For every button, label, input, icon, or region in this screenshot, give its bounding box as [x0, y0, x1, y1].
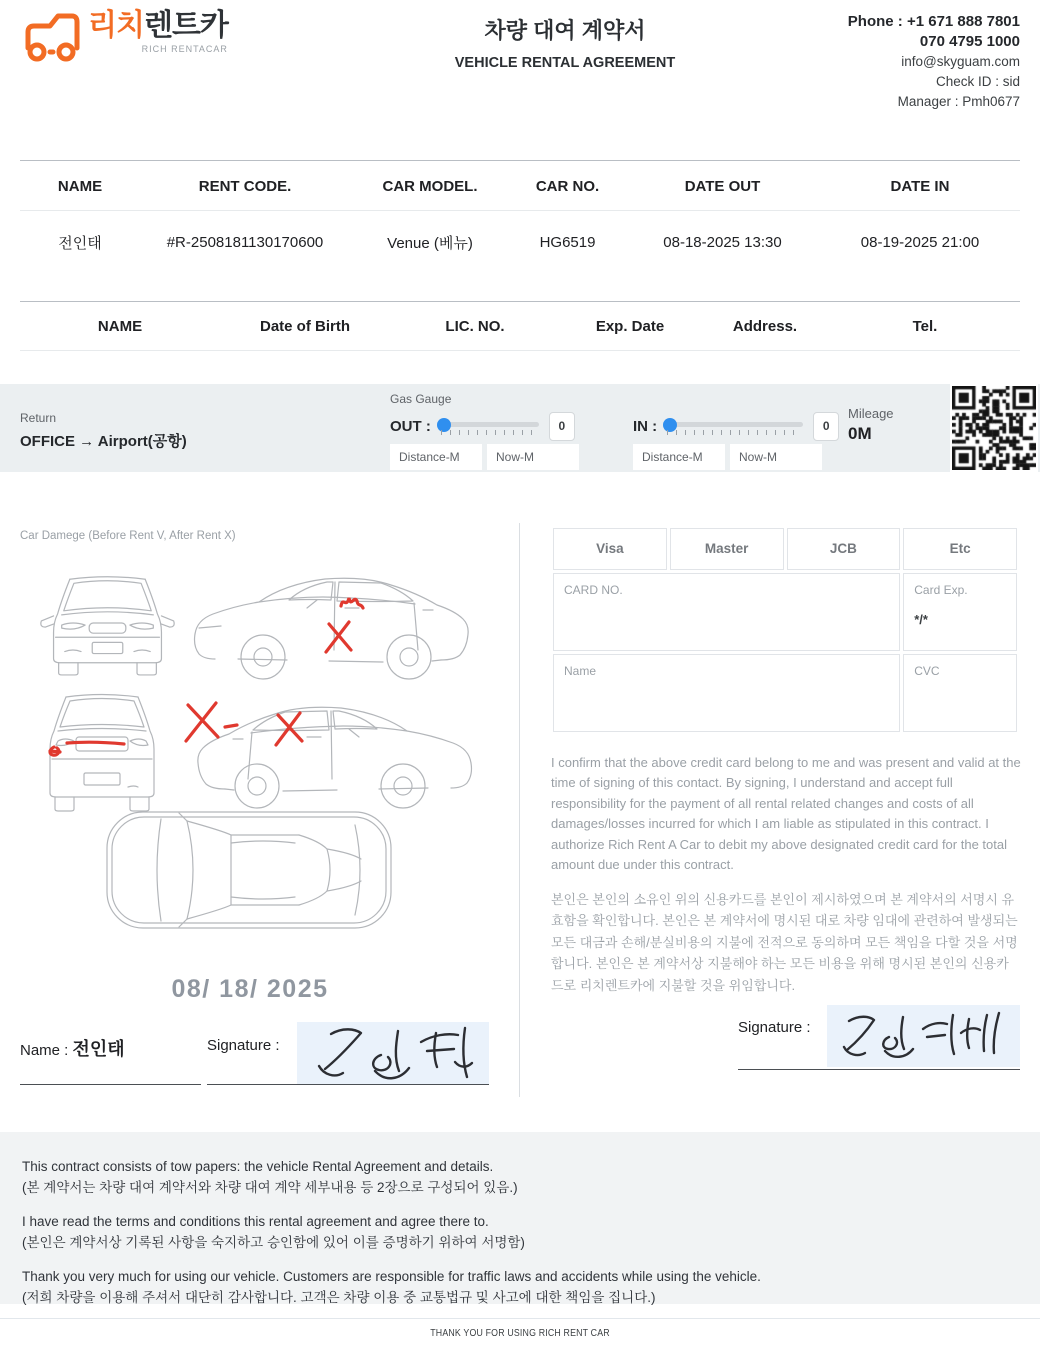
- col-header-tel: Tel.: [830, 302, 1020, 351]
- footer-line-ko: (본 계약서는 차량 대여 계약서와 차량 대여 계약 세부내용 등 2장으로 구성되어 있음.): [22, 1179, 518, 1195]
- slider-ticks: [441, 430, 537, 435]
- page-header: [0, 0, 1040, 160]
- main-content: [0, 517, 1040, 1107]
- car-diagram-side-left[interactable]: [178, 689, 483, 819]
- col-header-car-model: CAR MODEL.: [350, 161, 510, 211]
- footer-line-ko: (본인은 계약서상 기록된 사항을 숙지하고 승인함에 있어 이를 증명하기 위하여 서명함): [22, 1234, 525, 1250]
- renter-name-label: Name :: [20, 1041, 69, 1059]
- gas-out-slider[interactable]: [437, 417, 539, 435]
- renter-name-value: 전인태: [72, 1038, 125, 1059]
- thank-you-text: THANK YOU FOR USING RICH RENT CAR: [430, 1328, 610, 1339]
- card-exp-field[interactable]: Card Exp. */*: [903, 573, 1017, 651]
- gas-in-label: IN :: [633, 417, 658, 435]
- footer-line-ko: (저희 차량을 이용해 주셔서 대단히 감사합니다. 고객은 차량 이용 중 교통법규 및 사고에 대한 책임을 집니다.): [22, 1289, 656, 1305]
- car-diagram-rear[interactable]: [32, 685, 172, 819]
- brand-logo: [20, 10, 350, 160]
- signature-line: [207, 1084, 489, 1085]
- col-header-date-in: DATE IN: [820, 161, 1020, 211]
- slider-track: [663, 422, 803, 427]
- col-header-car-no: CAR NO.: [510, 161, 625, 211]
- thank-you-bar: [0, 1318, 1040, 1348]
- col-header-date-out: DATE OUT: [625, 161, 820, 211]
- col-header-rent-code: RENT CODE.: [140, 161, 350, 211]
- column-divider: [519, 523, 520, 1097]
- mileage-label: Mileage: [848, 405, 894, 421]
- date-in: 08-19-2025 21:00: [860, 234, 980, 251]
- check-id: Check ID : sid: [935, 74, 1020, 89]
- col-header-driver-name: NAME: [20, 302, 220, 351]
- contact-info: [780, 10, 1020, 160]
- signature-pad-right[interactable]: [827, 1005, 1020, 1067]
- card-type-jcb[interactable]: JCB: [787, 528, 901, 570]
- col-header-name: NAME: [20, 161, 140, 211]
- signature-pad-left[interactable]: [297, 1022, 489, 1084]
- terms-footer: [0, 1132, 1040, 1304]
- manager: Manager : Pmh0677: [897, 94, 1020, 109]
- car-diagram-front[interactable]: [30, 565, 185, 679]
- logo-car-icon: [20, 10, 82, 73]
- rental-info-table: [20, 160, 1020, 280]
- gauge-band: [0, 384, 1040, 472]
- slider-ticks: [667, 430, 801, 435]
- car-model: Venue (베뉴): [387, 235, 473, 252]
- driver-info-table: [20, 301, 1020, 367]
- phone-secondary: 070 4795 1000: [919, 33, 1020, 50]
- phone-primary: Phone : +1 671 888 7801: [847, 13, 1020, 30]
- document-title-english: VEHICLE RENTAL AGREEMENT: [454, 55, 676, 71]
- col-header-exp-date: Exp. Date: [560, 302, 700, 351]
- gas-in-value[interactable]: 0: [813, 412, 839, 441]
- email: info@skyguam.com: [901, 54, 1020, 69]
- gas-in-slider[interactable]: [663, 417, 803, 435]
- gas-gauge-label: Gas Gauge: [390, 391, 452, 406]
- damage-check-date: 08/ 18/ 2025: [171, 974, 329, 1003]
- card-exp-value: */*: [914, 611, 928, 627]
- slider-track: [437, 422, 539, 427]
- car-diagram-side-right[interactable]: [183, 562, 478, 686]
- car-no: HG6519: [539, 234, 596, 251]
- table-row: [20, 211, 1020, 281]
- card-type-master[interactable]: Master: [670, 528, 784, 570]
- footer-line-en: I have read the terms and conditions this rental agreement and agree there to.: [22, 1213, 489, 1229]
- car-diagram-top[interactable]: [103, 805, 395, 935]
- card-type-visa[interactable]: Visa: [553, 528, 667, 570]
- card-type-etc[interactable]: Etc: [903, 528, 1017, 570]
- return-label: Return: [20, 410, 57, 425]
- logo-subtitle: RICH RENTACAR: [141, 44, 228, 54]
- car-damage-title: Car Damege (Before Rent V, After Rent X): [20, 529, 236, 542]
- col-header-dob: Date of Birth: [220, 302, 390, 351]
- gas-out-label: OUT :: [390, 417, 431, 435]
- logo-text-orange: 리치: [88, 9, 144, 42]
- card-number-field[interactable]: CARD NO.: [553, 573, 900, 651]
- signature-line: [20, 1084, 201, 1085]
- footer-line-en: This contract consists of tow papers: the vehicle Rental Agreement and details.: [22, 1158, 494, 1174]
- col-header-lic-no: LIC. NO.: [390, 302, 560, 351]
- in-distance-input[interactable]: Distance-M: [633, 444, 725, 470]
- mileage-value: 0M: [848, 423, 872, 443]
- return-route: OFFICE → Airport(공항): [20, 432, 187, 450]
- renter-name: 전인태: [58, 235, 102, 252]
- signature-label-left: Signature :: [207, 1036, 280, 1054]
- date-out: 08-18-2025 13:30: [663, 234, 782, 251]
- gas-out-value[interactable]: 0: [549, 412, 575, 441]
- out-now-input[interactable]: Now-M: [487, 444, 579, 470]
- signature-label-right: Signature :: [738, 1018, 811, 1036]
- signature-line: [738, 1069, 1020, 1070]
- table-row-empty: [20, 351, 1020, 367]
- document-title-korean: 차량 대여 계약서: [484, 18, 646, 43]
- credit-card-table: [550, 525, 1020, 735]
- confirmation-text-korean: 본인은 본인의 소유인 위의 신용카드를 본인이 제시하였으며 본 계약서의 서명시 유효함을 확인합니다. 본인은 본 계약서에 명시된 대로 차량 임대에 관련하여 발생되는 모든 대금과 손해/분실비용의 지불에 전적으로 동의하며 모든 책임을 다할 것을 서명합니다. 본인은 본 계약서상 지불해야 하는 모든 비용을 위해 명시된 본인의 신용카드로 리치렌트카에 지불할 것을 위임합니다.: [551, 891, 1018, 993]
- out-distance-input[interactable]: Distance-M: [390, 444, 482, 470]
- qr-code: [950, 384, 1038, 472]
- footer-line-en: Thank you very much for using our vehicle. Customers are responsible for traffic laws and accidents while using the vehicle.: [22, 1268, 761, 1284]
- card-cvc-field[interactable]: CVC: [903, 654, 1017, 732]
- confirmation-text-english: I confirm that the above credit card belong to me and was present and valid at the time of signing of this contact. By signing, I understand and accept full responsibility for the payment of all rental related changes and costs of all damages/losses incurred for which I am liable as stipulated in this contract. I authorize Rich Rent A Car to debit my above designated credit card for the total amount due under this contract.: [551, 754, 1021, 872]
- rent-code: #R-2508181130170600: [166, 234, 324, 251]
- card-name-field[interactable]: Name: [553, 654, 900, 732]
- in-now-input[interactable]: Now-M: [730, 444, 822, 470]
- col-header-address: Address.: [700, 302, 830, 351]
- logo-text-dark: 렌트카: [143, 9, 228, 42]
